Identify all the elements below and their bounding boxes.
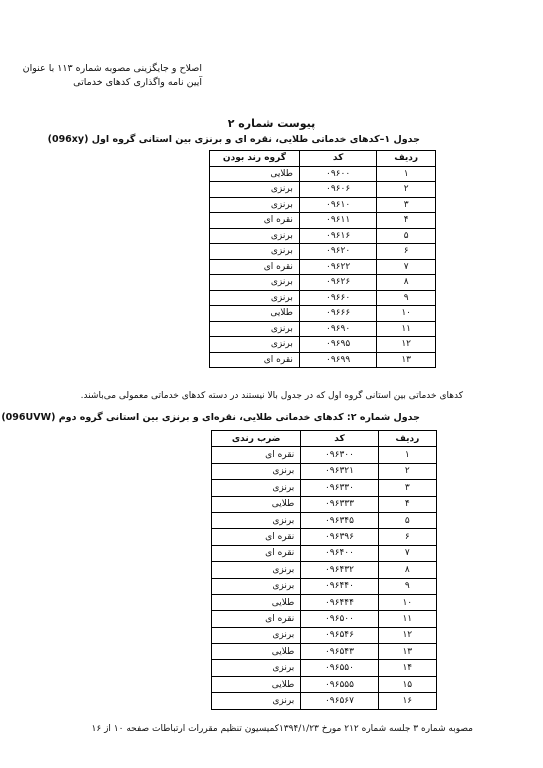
row-number-cell: ۱: [377, 166, 436, 182]
row-number-cell: ۲: [378, 463, 436, 479]
code-cell: ۰۹۶۳۲۱: [301, 463, 378, 479]
table-row: [210, 275, 436, 291]
grade-cell: نقره ای: [212, 611, 301, 627]
code-cell: ۰۹۶۶۶: [299, 306, 376, 322]
golden-codes-table-1: [209, 150, 436, 368]
column-header-row-number: ردیف: [377, 151, 436, 167]
row-number-cell: ۴: [377, 213, 436, 229]
page-footer: مصوبه شماره ۳ جلسه شماره ۲۱۲ مورخ ۱۳۹۴/۱/۲۳کمیسیون تنظیم مقررات ارتباطات صفحه ۱۰ از ۱۶: [91, 724, 473, 734]
grade-cell: برنزی: [210, 182, 300, 198]
code-cell: ۰۹۶۳۹۶: [301, 529, 378, 545]
grade-cell: برنزی: [210, 228, 300, 244]
grade-cell: برنزی: [212, 480, 301, 496]
row-number-cell: ۶: [378, 529, 436, 545]
table-row: [210, 321, 436, 337]
table-row: [212, 644, 437, 660]
table-row: [210, 306, 436, 322]
table-2-body: [212, 447, 437, 709]
grade-cell: برنزی: [212, 660, 301, 676]
grade-cell: نقره ای: [212, 447, 301, 463]
row-number-cell: ۷: [378, 545, 436, 561]
code-cell: ۰۹۶۲۲: [299, 259, 376, 275]
code-cell: ۰۹۶۳۰۰: [301, 447, 378, 463]
code-cell: ۰۹۶۹۹: [299, 352, 376, 368]
row-number-cell: ۱۳: [377, 352, 436, 368]
grade-cell: طلایی: [212, 676, 301, 692]
table-row: [212, 447, 437, 463]
row-number-cell: ۱۲: [378, 627, 436, 643]
grade-cell: برنزی: [210, 337, 300, 353]
row-number-cell: ۷: [377, 259, 436, 275]
row-number-cell: ۸: [378, 562, 436, 578]
table-1-body: [210, 166, 436, 368]
code-cell: ۰۹۶۴۴۰: [301, 578, 378, 594]
header-line-2: آیین نامه واگذاری کدهای خدماتی: [73, 77, 202, 88]
row-number-cell: ۴: [378, 496, 436, 512]
code-cell: ۰۹۶۰۰: [299, 166, 376, 182]
grade-cell: نقره ای: [210, 352, 300, 368]
table-row: [212, 676, 437, 692]
row-number-cell: ۱۴: [378, 660, 436, 676]
grade-cell: برنزی: [212, 512, 301, 528]
table-row: [210, 197, 436, 213]
table-1-note: کدهای خدماتی بین استانی گروه اول که در جدول بالا نیستند در دسته کدهای خدماتی معمولی می‌باشند.: [80, 391, 463, 401]
code-cell: ۰۹۶۴۰۰: [301, 545, 378, 561]
row-number-cell: ۱۰: [377, 306, 436, 322]
code-cell: ۰۹۶۲۰: [299, 244, 376, 260]
golden-codes-table-2: [211, 430, 437, 710]
table-row: [210, 228, 436, 244]
code-cell: ۰۹۶۹۰: [299, 321, 376, 337]
code-cell: ۰۹۶۴۳۲: [301, 562, 378, 578]
table-row: [212, 496, 437, 512]
table-row: [212, 627, 437, 643]
grade-cell: برنزی: [210, 244, 300, 260]
attachment-title: پیوست شماره ۲: [227, 117, 316, 130]
code-cell: ۰۹۶۱۶: [299, 228, 376, 244]
table-row: [210, 182, 436, 198]
grade-cell: نقره ای: [210, 213, 300, 229]
table-row: [210, 337, 436, 353]
table-header-row: [210, 151, 436, 167]
column-header-code: کد: [299, 151, 376, 167]
code-cell: ۰۹۶۲۶: [299, 275, 376, 291]
grade-cell: طلایی: [212, 594, 301, 610]
column-header-code: کد: [301, 431, 378, 447]
row-number-cell: ۱۶: [378, 693, 436, 709]
column-header-grade: ضرب رندی: [212, 431, 301, 447]
code-cell: ۰۹۶۶۰: [299, 290, 376, 306]
table-1-caption: جدول ۱–کدهای خدماتی طلایی، نقره ای و برنزی بین استانی گروه اول (096xy): [47, 134, 420, 145]
row-number-cell: ۱۱: [377, 321, 436, 337]
code-cell: ۰۹۶۴۴۴: [301, 594, 378, 610]
table-row: [212, 463, 437, 479]
table-row: [212, 693, 437, 709]
table-row: [212, 611, 437, 627]
table-row: [212, 545, 437, 561]
grade-cell: نقره ای: [210, 259, 300, 275]
grade-cell: برنزی: [212, 627, 301, 643]
code-cell: ۰۹۶۳۳۰: [301, 480, 378, 496]
grade-cell: برنزی: [212, 693, 301, 709]
header-line-1: اصلاح و جایگزینی مصوبه شماره ۱۱۳ با عنوان: [22, 63, 202, 74]
table-row: [210, 244, 436, 260]
grade-cell: طلایی: [212, 496, 301, 512]
table-row: [212, 578, 437, 594]
code-cell: ۰۹۶۵۰۰: [301, 611, 378, 627]
code-cell: ۰۹۶۵۴۶: [301, 627, 378, 643]
row-number-cell: ۱۲: [377, 337, 436, 353]
grade-cell: برنزی: [210, 290, 300, 306]
table-row: [212, 529, 437, 545]
grade-cell: نقره ای: [212, 545, 301, 561]
code-cell: ۰۹۶۵۶۷: [301, 693, 378, 709]
column-header-row-number: ردیف: [378, 431, 436, 447]
table-row: [212, 512, 437, 528]
table-header-row: [212, 431, 437, 447]
grade-cell: برنزی: [212, 463, 301, 479]
table-row: [210, 166, 436, 182]
row-number-cell: ۳: [378, 480, 436, 496]
row-number-cell: ۱۵: [378, 676, 436, 692]
row-number-cell: ۳: [377, 197, 436, 213]
code-cell: ۰۹۶۵۵۵: [301, 676, 378, 692]
row-number-cell: ۱: [378, 447, 436, 463]
grade-cell: برنزی: [210, 275, 300, 291]
grade-cell: برنزی: [212, 562, 301, 578]
table-row: [212, 660, 437, 676]
grade-cell: برنزی: [212, 578, 301, 594]
grade-cell: نقره ای: [212, 529, 301, 545]
code-cell: ۰۹۶۳۴۵: [301, 512, 378, 528]
code-cell: ۰۹۶۵۵۰: [301, 660, 378, 676]
table-row: [210, 213, 436, 229]
grade-cell: طلایی: [210, 166, 300, 182]
grade-cell: برنزی: [210, 197, 300, 213]
row-number-cell: ۵: [378, 512, 436, 528]
table-row: [210, 290, 436, 306]
grade-cell: طلایی: [212, 644, 301, 660]
column-header-grade: گروه رند بودن: [210, 151, 300, 167]
row-number-cell: ۱۳: [378, 644, 436, 660]
code-cell: ۰۹۶۱۰: [299, 197, 376, 213]
code-cell: ۰۹۶۵۴۳: [301, 644, 378, 660]
row-number-cell: ۶: [377, 244, 436, 260]
code-cell: ۰۹۶۰۶: [299, 182, 376, 198]
row-number-cell: ۱۰: [378, 594, 436, 610]
table-row: [210, 352, 436, 368]
grade-cell: طلایی: [210, 306, 300, 322]
code-cell: ۰۹۶۳۳۳: [301, 496, 378, 512]
row-number-cell: ۱۱: [378, 611, 436, 627]
row-number-cell: ۹: [378, 578, 436, 594]
row-number-cell: ۲: [377, 182, 436, 198]
table-2-caption: جدول شماره ۲: کدهای خدماتی طلایی، نقره‌ای و برنزی بین استانی گروه دوم (096UVW): [1, 412, 420, 423]
code-cell: ۰۹۶۱۱: [299, 213, 376, 229]
table-row: [212, 562, 437, 578]
row-number-cell: ۸: [377, 275, 436, 291]
row-number-cell: ۵: [377, 228, 436, 244]
code-cell: ۰۹۶۹۵: [299, 337, 376, 353]
grade-cell: برنزی: [210, 321, 300, 337]
row-number-cell: ۹: [377, 290, 436, 306]
table-row: [212, 594, 437, 610]
table-row: [210, 259, 436, 275]
table-row: [212, 480, 437, 496]
